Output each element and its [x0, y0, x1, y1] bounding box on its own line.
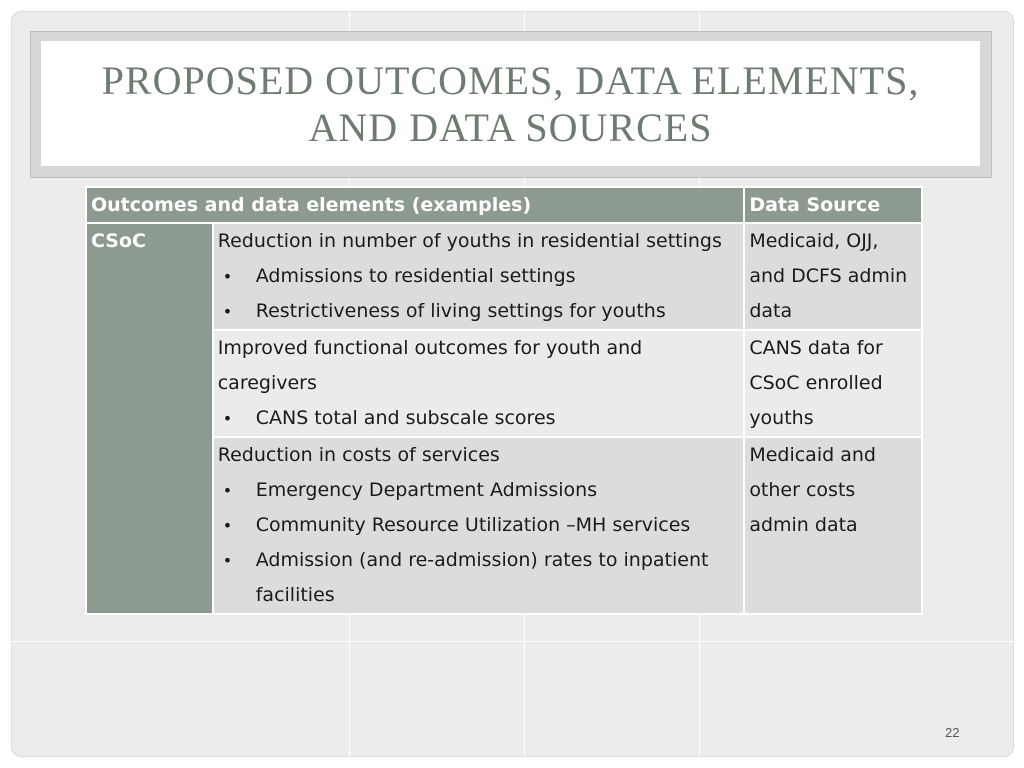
bullet-list: [218, 401, 740, 436]
list-item-text: Community Resource Utilization –MH services: [255, 514, 691, 536]
bullet-icon: •: [222, 481, 233, 500]
outcomes-table: [85, 186, 923, 615]
header-data-source: Data Source: [744, 187, 922, 223]
background-gridline: [11, 641, 1014, 642]
list-item: [218, 543, 740, 613]
data-source-cell: CANS data for CSoC enrolled youths: [744, 330, 922, 437]
bullet-icon: •: [222, 267, 233, 286]
data-source-cell: Medicaid and other costs admin data: [744, 437, 922, 614]
outcome-cell: [213, 330, 745, 437]
header-outcomes: Outcomes and data elements (examples): [86, 187, 744, 223]
bullet-list: [218, 473, 740, 613]
list-item-text: Admissions to residential settings: [255, 265, 576, 287]
list-item-text: CANS total and subscale scores: [255, 407, 556, 429]
list-item-text: Restrictiveness of living settings for youths: [255, 300, 666, 322]
bullet-icon: •: [222, 516, 233, 535]
list-item: [218, 259, 740, 294]
bullet-list: [218, 259, 740, 329]
list-item: [218, 294, 740, 329]
table-row: [86, 223, 922, 330]
title-box: [41, 41, 980, 166]
bullet-icon: •: [222, 551, 233, 570]
slide-title: PROPOSED OUTCOMES, DATA ELEMENTS, AND DATA SOURCES: [101, 57, 920, 150]
outcome-text: Reduction in costs of services: [217, 444, 500, 466]
outcome-text: Improved functional outcomes for youth and caregivers: [217, 337, 643, 394]
outcome-text: Reduction in number of youths in residential settings: [217, 230, 722, 252]
group-label-csoc: CSoC: [86, 223, 213, 614]
bullet-icon: •: [222, 302, 233, 321]
outcome-cell: [213, 437, 745, 614]
list-item: [218, 508, 740, 543]
page-number: 22: [945, 725, 960, 740]
slide: [11, 11, 1014, 757]
list-item-text: Emergency Department Admissions: [255, 479, 598, 501]
list-item-text: Admission (and re-admission) rates to inpatient facilities: [255, 549, 709, 606]
table-header-row: [86, 187, 922, 223]
list-item: [218, 473, 740, 508]
list-item: [218, 401, 740, 436]
data-source-cell: Medicaid, OJJ, and DCFS admin data: [744, 223, 922, 330]
outcome-cell: [213, 223, 745, 330]
bullet-icon: •: [222, 409, 233, 428]
